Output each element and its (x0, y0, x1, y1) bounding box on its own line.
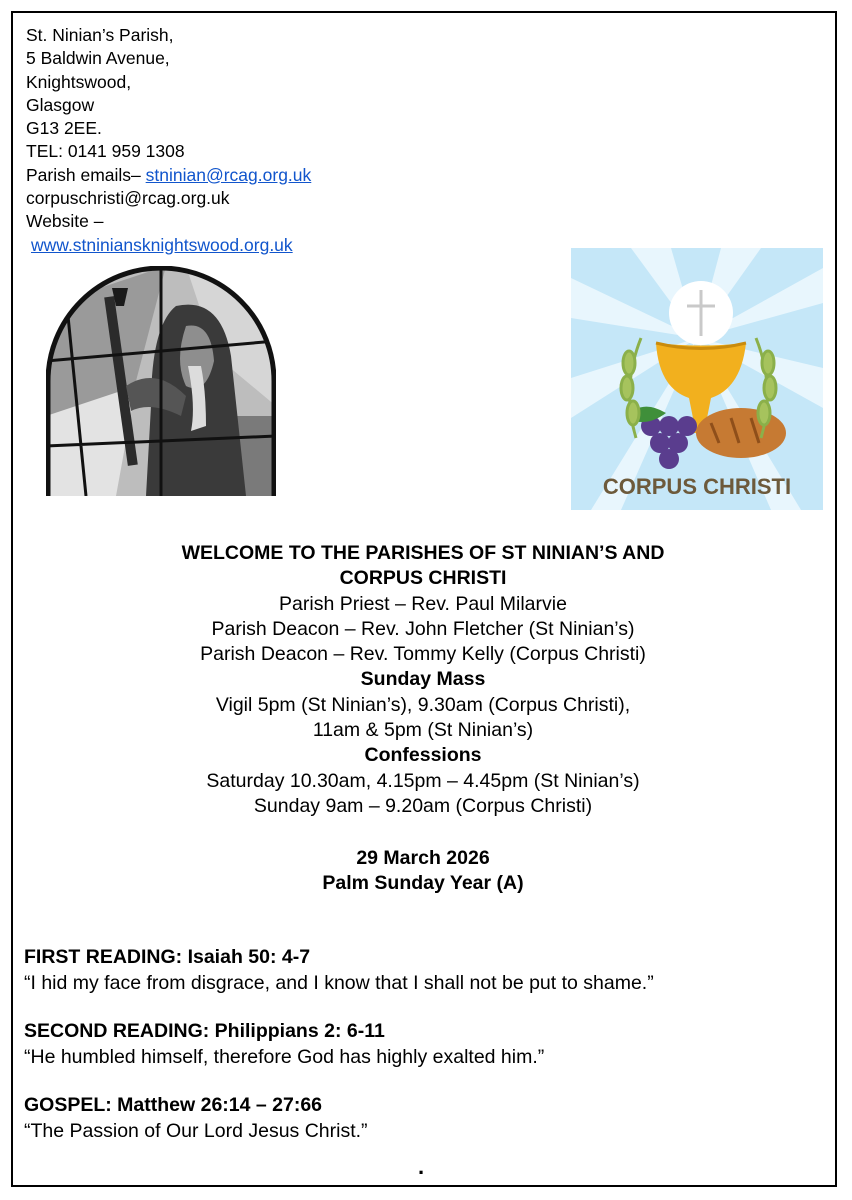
telephone: TEL: 0141 959 1308 (26, 141, 185, 162)
mass-times-line1: Vigil 5pm (St Ninian’s), 9.30am (Corpus Christi), (215, 693, 631, 716)
first-reading (24, 945, 824, 996)
confessions-heading: Confessions (364, 744, 482, 767)
area: Knightswood, (26, 71, 132, 92)
parish-deacon-corpus-christi: Parish Deacon – Rev. Tommy Kelly (Corpus Christi) (200, 643, 646, 666)
gospel-reading (24, 1093, 824, 1144)
city: Glasgow (26, 94, 95, 115)
email-link-stninian[interactable]: stninian@rcag.org.uk (145, 164, 312, 185)
street: 5 Baldwin Avenue, (26, 48, 170, 69)
parish-priest: Parish Priest – Rev. Paul Milarvie (279, 592, 567, 615)
postcode: G13 2EE. (26, 118, 102, 139)
confessions-line2: Sunday 9am – 9.20am (Corpus Christi) (253, 794, 593, 817)
parish-name: St. Ninian’s Parish, (26, 25, 174, 45)
readings-section (24, 945, 824, 1167)
website-label: Website – (26, 211, 104, 232)
welcome-title-line1: WELCOME TO THE PARISHES OF ST NINIAN’S AND (181, 542, 665, 564)
reading-quote: “He humbled himself, therefore God has highly exalted him.” (24, 1045, 545, 1068)
mass-times-line2: 11am & 5pm (St Ninian’s) (312, 719, 534, 742)
welcome-section (98, 541, 748, 819)
email-line (26, 164, 311, 187)
website-link[interactable]: www.stniniansknightswood.org.uk (31, 234, 293, 255)
reading-quote: “I hid my face from disgrace, and I know that I shall not be put to shame.” (24, 971, 654, 994)
bulletin-date: 29 March 2026 (356, 847, 490, 869)
reading-heading: GOSPEL: Matthew 26:14 – 27:66 (24, 1094, 323, 1116)
parish-deacon-st-ninians: Parish Deacon – Rev. John Fletcher (St Ninian’s) (211, 617, 635, 640)
corpus-christi-logo-text: CORPUS CHRISTI (602, 474, 792, 499)
emails-label: Parish emails– (26, 164, 146, 185)
reading-heading: SECOND READING: Philippians 2: 6-11 (24, 1020, 385, 1042)
parish-address (26, 24, 311, 257)
second-reading (24, 1019, 824, 1070)
date-block (98, 846, 748, 897)
corpus-christi-logo (571, 248, 823, 510)
email-corpuschristi: corpuschristi@rcag.org.uk (26, 188, 230, 209)
reading-quote: “The Passion of Our Lord Jesus Christ.” (24, 1119, 368, 1142)
sunday-mass-heading: Sunday Mass (360, 668, 486, 691)
confessions-line1: Saturday 10.30am, 4.15pm – 4.45pm (St Ninian’s) (206, 769, 640, 792)
stained-glass-saint-icon (46, 266, 276, 496)
reading-heading: FIRST READING: Isaiah 50: 4-7 (24, 946, 311, 968)
footer-dot: . (418, 1154, 425, 1179)
liturgical-occasion: Palm Sunday Year (A) (322, 872, 524, 895)
welcome-title-line2: CORPUS CHRISTI (339, 567, 507, 590)
